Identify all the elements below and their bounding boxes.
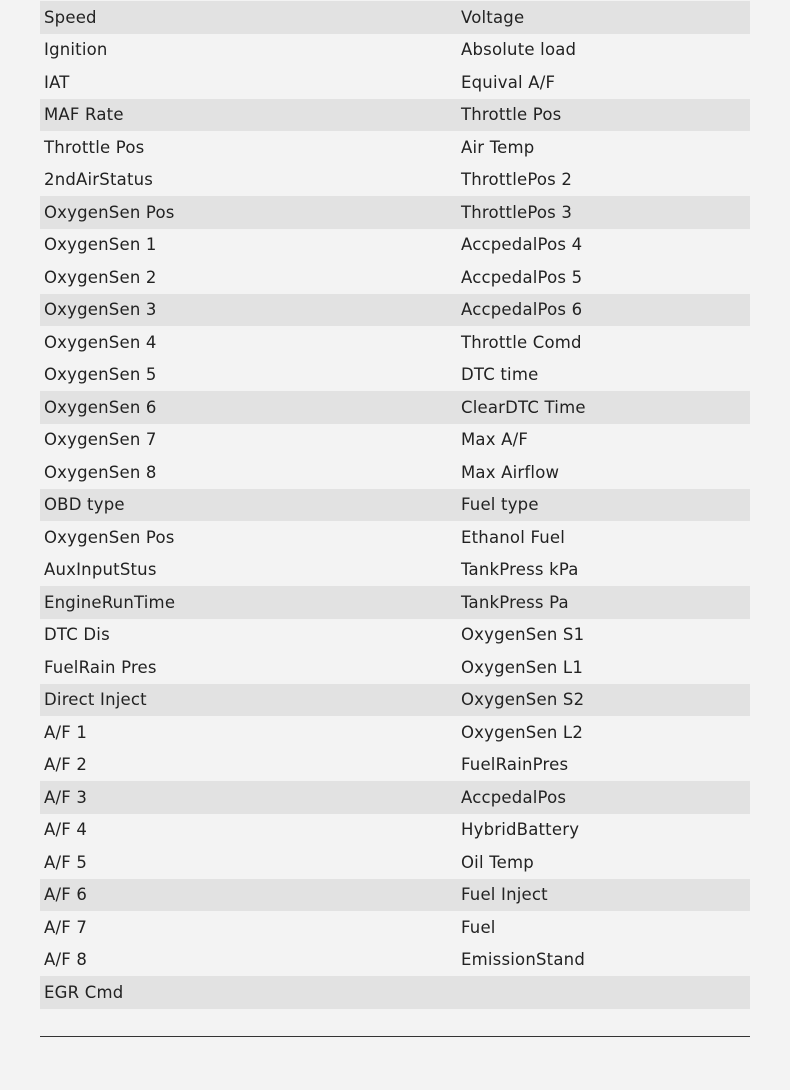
parameter-right: ThrottlePos 2 (461, 170, 573, 190)
parameter-left: EGR Cmd (44, 982, 124, 1002)
parameter-left: A/F 4 (44, 820, 88, 840)
parameter-right: Voltage (461, 7, 525, 27)
parameter-left: OxygenSen 7 (44, 430, 157, 450)
parameter-left: Ignition (44, 40, 108, 60)
parameter-left: OxygenSen 1 (44, 235, 157, 255)
parameter-right: Throttle Pos (461, 105, 562, 125)
parameter-right: Throttle Comd (461, 332, 582, 352)
table-row (40, 99, 750, 132)
parameter-right: FuelRainPres (461, 755, 569, 775)
table-row (40, 326, 750, 359)
parameter-right: AccpedalPos 6 (461, 300, 583, 320)
parameter-right: Fuel type (461, 495, 539, 515)
parameter-right: Max A/F (461, 430, 529, 450)
parameter-left: A/F 3 (44, 787, 88, 807)
table-row (40, 66, 750, 99)
parameter-right: TankPress Pa (461, 592, 569, 612)
parameter-right: EmissionStand (461, 950, 585, 970)
parameter-right: ThrottlePos 3 (461, 202, 573, 222)
parameter-left: IAT (44, 72, 70, 92)
table-row (40, 619, 750, 652)
parameter-left: A/F 2 (44, 755, 88, 775)
table-row (40, 716, 750, 749)
parameter-right: OxygenSen L1 (461, 657, 584, 677)
table-row (40, 846, 750, 879)
table-row (40, 424, 750, 457)
parameter-right: ClearDTC Time (461, 397, 586, 417)
parameter-table (40, 1, 750, 1009)
parameter-right: OxygenSen L2 (461, 722, 584, 742)
parameter-left: AuxInputStus (44, 560, 157, 580)
parameter-left: A/F 7 (44, 917, 88, 937)
table-row (40, 359, 750, 392)
parameter-right: Fuel (461, 917, 496, 937)
table-row (40, 586, 750, 619)
parameter-left: A/F 6 (44, 885, 88, 905)
bottom-divider (40, 1036, 750, 1037)
parameter-right: TankPress kPa (461, 560, 579, 580)
table-row (40, 456, 750, 489)
table-row (40, 879, 750, 912)
table-row (40, 814, 750, 847)
parameter-left: OxygenSen 2 (44, 267, 157, 287)
parameter-right: Oil Temp (461, 852, 534, 872)
table-row (40, 229, 750, 262)
parameter-left: DTC Dis (44, 625, 110, 645)
table-row (40, 781, 750, 814)
table-row (40, 489, 750, 522)
parameter-left: OxygenSen 3 (44, 300, 157, 320)
parameter-left: FuelRain Pres (44, 657, 157, 677)
parameter-left: A/F 5 (44, 852, 88, 872)
table-row (40, 34, 750, 67)
parameter-left: OBD type (44, 495, 125, 515)
parameter-right: Fuel Inject (461, 885, 548, 905)
table-row (40, 651, 750, 684)
parameter-left: OxygenSen 4 (44, 332, 157, 352)
parameter-left: 2ndAirStatus (44, 170, 154, 190)
parameter-left: OxygenSen 6 (44, 397, 157, 417)
table-row (40, 294, 750, 327)
parameter-right: DTC time (461, 365, 539, 385)
table-row (40, 976, 750, 1009)
parameter-left: EngineRunTime (44, 592, 176, 612)
parameter-right: OxygenSen S2 (461, 690, 585, 710)
table-row (40, 261, 750, 294)
parameter-right: AccpedalPos 4 (461, 235, 583, 255)
parameter-left: Throttle Pos (44, 137, 145, 157)
parameter-left: OxygenSen Pos (44, 202, 175, 222)
table-row (40, 521, 750, 554)
parameter-right: HybridBattery (461, 820, 580, 840)
parameter-left: OxygenSen 5 (44, 365, 157, 385)
table-row (40, 684, 750, 717)
parameter-right: Max Airflow (461, 462, 560, 482)
parameter-right: Absolute load (461, 40, 577, 60)
table-row (40, 1, 750, 34)
table-row (40, 944, 750, 977)
table-row (40, 391, 750, 424)
parameter-right: AccpedalPos 5 (461, 267, 583, 287)
parameter-right: AccpedalPos (461, 787, 567, 807)
table-row (40, 164, 750, 197)
parameter-left: OxygenSen Pos (44, 527, 175, 547)
parameter-right: Ethanol Fuel (461, 527, 566, 547)
parameter-right: OxygenSen S1 (461, 625, 585, 645)
table-row (40, 196, 750, 229)
table-row (40, 749, 750, 782)
parameter-right: Air Temp (461, 137, 535, 157)
table-row (40, 554, 750, 587)
parameter-right: Equival A/F (461, 72, 556, 92)
table-row (40, 911, 750, 944)
parameter-left: A/F 1 (44, 722, 88, 742)
parameter-left: MAF Rate (44, 105, 124, 125)
parameter-left: A/F 8 (44, 950, 88, 970)
parameter-left: OxygenSen 8 (44, 462, 157, 482)
parameter-left: Direct Inject (44, 690, 147, 710)
table-row (40, 131, 750, 164)
parameter-left: Speed (44, 7, 97, 27)
